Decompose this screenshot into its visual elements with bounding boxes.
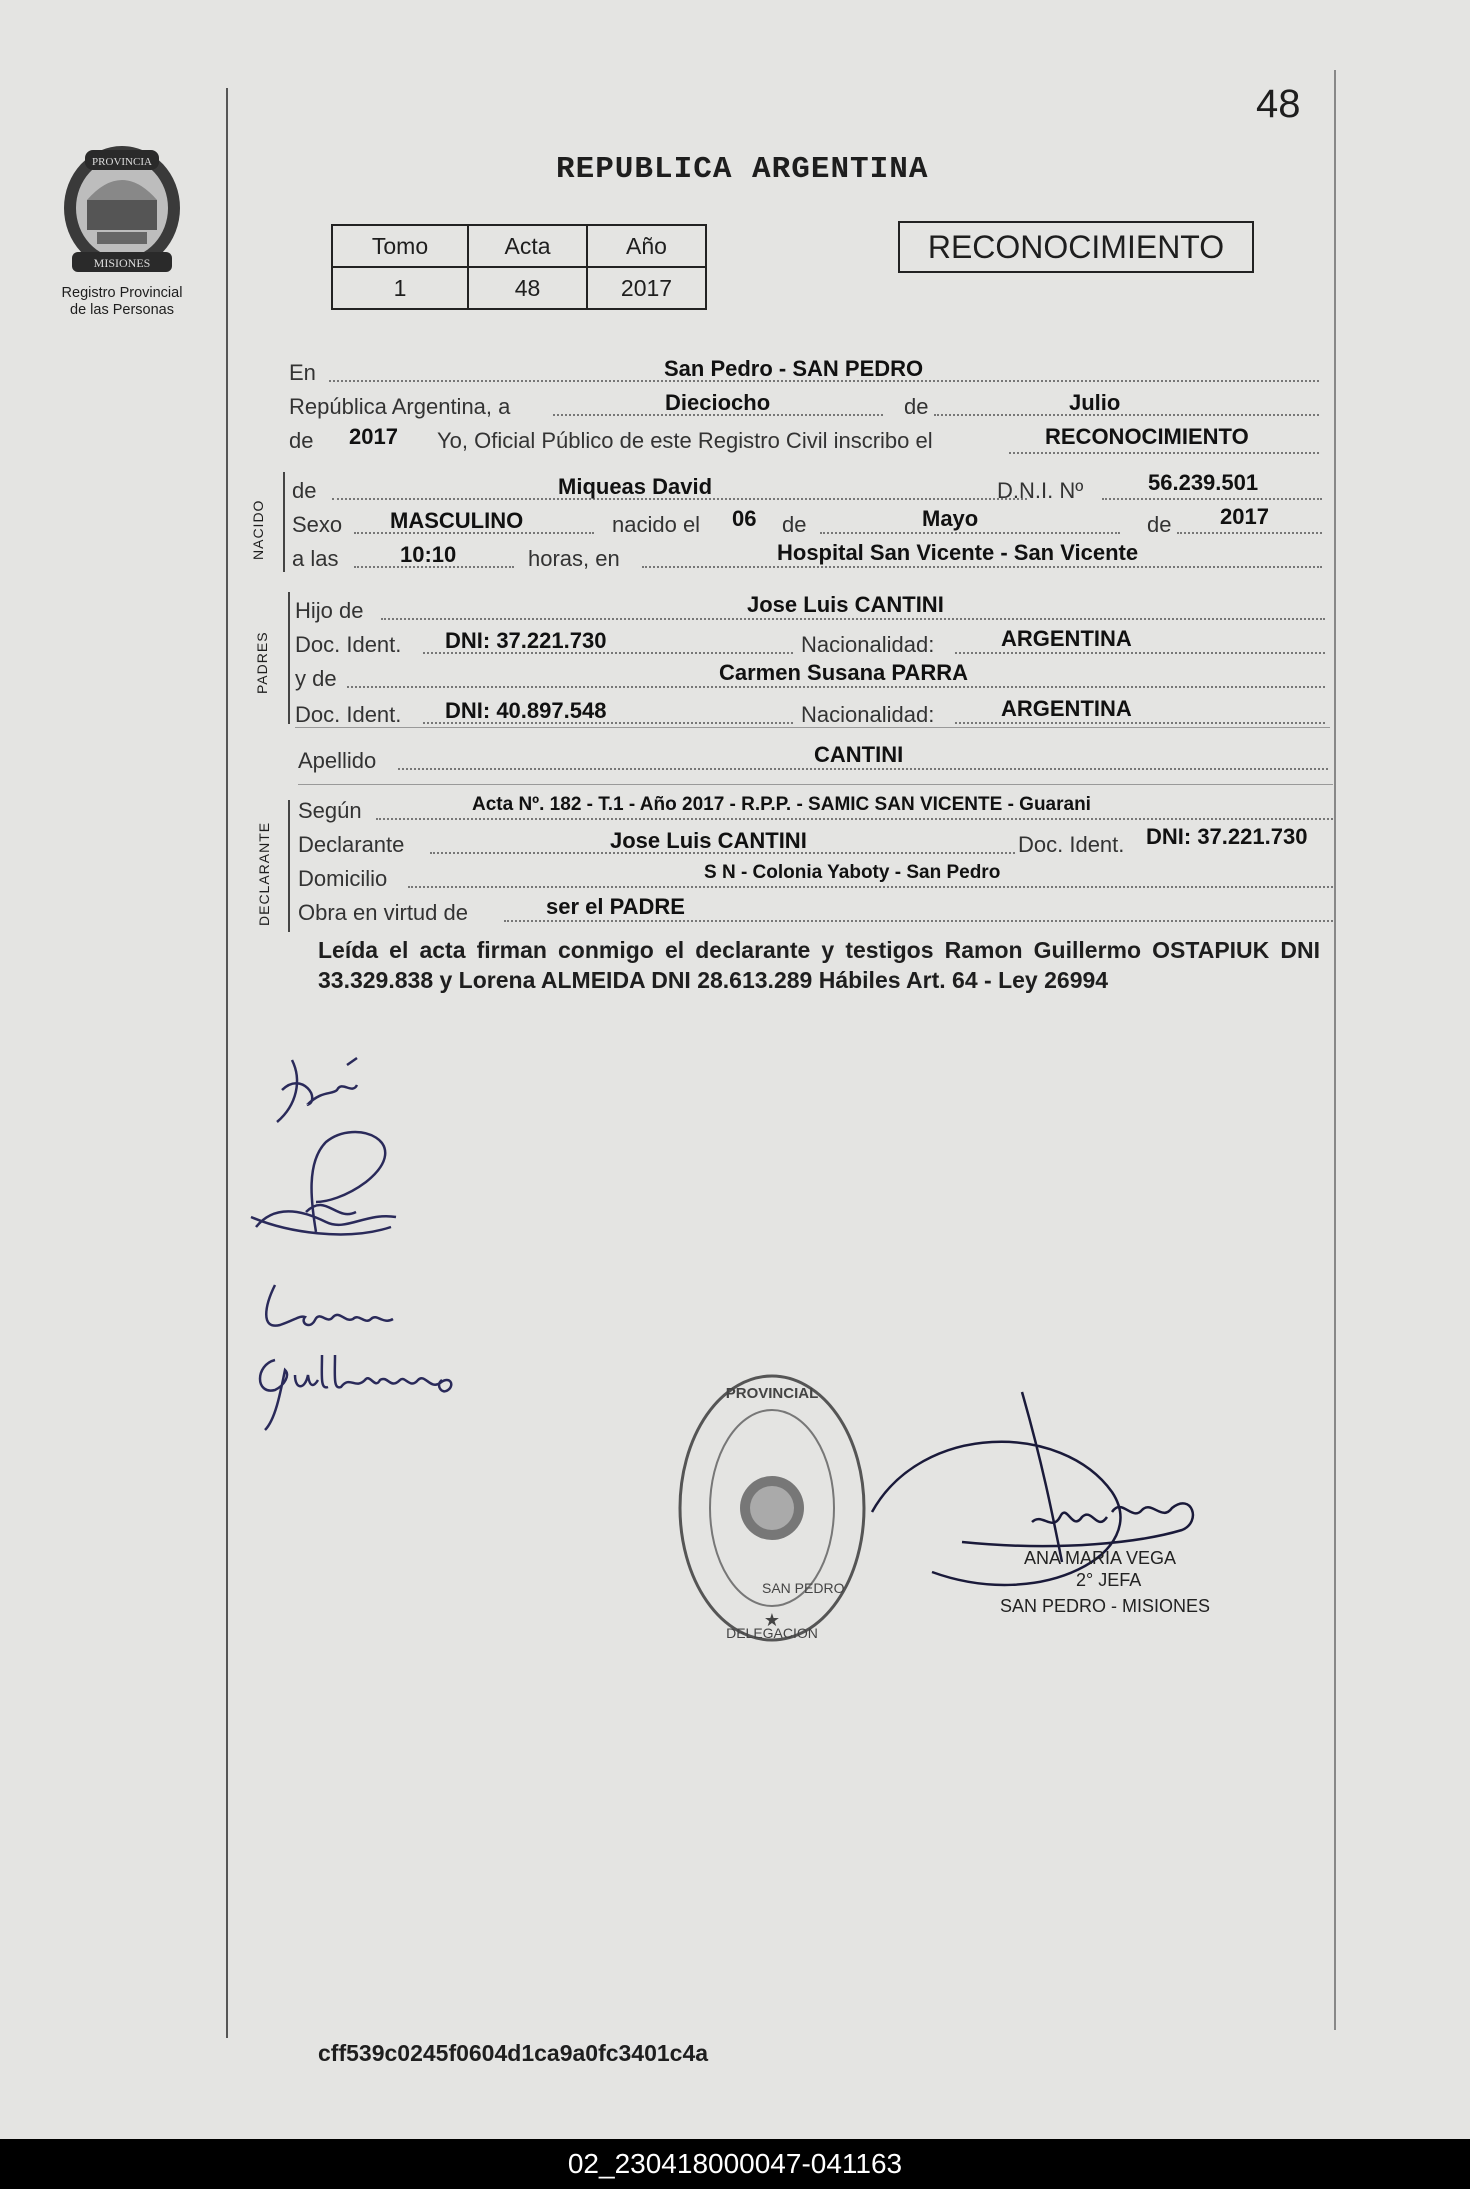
segun-value: Acta Nº. 182 - T.1 - Año 2017 - R.P.P. - SAMIC SAN VICENTE - Guarani (472, 794, 1091, 815)
officer-text: Yo, Oficial Público de este Registro Civil inscribo el (437, 428, 933, 453)
apellido-divider (298, 784, 1333, 785)
dots (934, 414, 1319, 416)
svg-text:MISIONES: MISIONES (93, 256, 151, 270)
month: Julio (1069, 390, 1121, 415)
province-seal-icon (57, 140, 187, 280)
signature-lorena (255, 1275, 415, 1345)
row-republica (289, 390, 1319, 424)
nacido-bracket (283, 472, 285, 572)
official-signature (862, 1382, 1272, 1622)
row-declarante (298, 824, 1333, 862)
page-number: 48 (1256, 82, 1301, 126)
doc-label: Doc. Ident. (295, 632, 402, 657)
doc-label-2: Doc. Ident. (295, 702, 402, 727)
row-sexo (292, 504, 1322, 542)
nacido-label: NACIDO (250, 499, 266, 560)
row-hora (292, 542, 1322, 576)
row-segun (298, 794, 1333, 828)
segun-label: Según (298, 798, 362, 823)
dots (955, 722, 1325, 724)
row-mother (295, 662, 1325, 696)
dots (408, 886, 1333, 888)
registry-header-tomo: Tomo (332, 225, 468, 267)
de-label: de (292, 478, 317, 503)
father-doc: DNI: 37.221.730 (445, 628, 607, 653)
hijo-label: Hijo de (295, 598, 364, 623)
mother-doc: DNI: 40.897.548 (445, 698, 607, 723)
declarante-doc: DNI: 37.221.730 (1146, 824, 1308, 849)
dots (347, 686, 1325, 688)
declarante-label: DECLARANTE (256, 821, 272, 926)
dots (398, 768, 1328, 770)
father-name: Jose Luis CANTINI (747, 592, 944, 617)
act-type-box: RECONOCIMIENTO (898, 221, 1254, 273)
signature-jose (262, 1050, 372, 1130)
republic-label: República Argentina, a (289, 394, 511, 419)
registry-table (331, 224, 707, 310)
official-title: 2° JEFA (1076, 1570, 1142, 1590)
nac-label-2: Nacionalidad: (801, 702, 935, 727)
day: Dieciocho (665, 390, 771, 415)
decl-label: Declarante (298, 832, 405, 857)
logo-caption-line1: Registro Provincial (61, 285, 183, 301)
declarante-name: Jose Luis CANTINI (610, 828, 807, 853)
act: RECONOCIMIENTO (1045, 424, 1249, 449)
mother-name: Carmen Susana PARRA (719, 660, 968, 685)
de-label2: de (289, 428, 314, 453)
document-hash: cff539c0245f0604d1ca9a0fc3401c4a (318, 2040, 709, 2066)
en-label: En (289, 360, 316, 385)
logo-caption-line2: de las Personas (70, 302, 174, 318)
sexo-label: Sexo (292, 512, 343, 537)
dots (820, 532, 1120, 534)
padres-bracket (288, 592, 290, 724)
dots (376, 818, 1333, 820)
yde-label: y de (295, 666, 337, 691)
declarante-bracket (288, 800, 290, 932)
svg-text:SAN PEDRO: SAN PEDRO (762, 1580, 845, 1596)
horas-label: horas, en (528, 546, 620, 571)
father-nationality: ARGENTINA (1001, 626, 1132, 651)
de-label-3: de (1147, 512, 1172, 537)
year: 2017 (349, 424, 398, 449)
nac-label: Nacionalidad: (801, 632, 935, 657)
apellido-label: Apellido (298, 748, 377, 773)
obra-value: ser el PADRE (546, 894, 685, 919)
sexo: MASCULINO (390, 508, 524, 533)
official-place: SAN PEDRO - MISIONES (1000, 1596, 1211, 1616)
birth-year: 2017 (1220, 504, 1269, 529)
dots (381, 618, 1325, 620)
dots (1177, 532, 1322, 534)
de-label-2: de (782, 512, 807, 537)
dots (1102, 498, 1322, 500)
logo (44, 140, 200, 319)
child-name: Miqueas David (558, 474, 713, 499)
svg-text:José: José (304, 1104, 309, 1106)
apellido-value: CANTINI (814, 742, 904, 767)
svg-text:PROVINCIA: PROVINCIA (92, 156, 152, 168)
svg-text:PROVINCIAL: PROVINCIAL (725, 1385, 819, 1402)
dni-label: D.N.I. Nº (997, 478, 1084, 503)
official-name: ANA MARIA VEGA (1024, 1548, 1177, 1568)
mother-nationality: ARGENTINA (1001, 696, 1132, 721)
obra-label: Obra en virtud de (298, 900, 468, 925)
birth-place: Hospital San Vicente - San Vicente (777, 540, 1139, 565)
child-dni: 56.239.501 (1148, 470, 1259, 495)
left-margin-line (226, 88, 228, 2038)
row-father-doc (295, 628, 1325, 662)
row-officer (289, 424, 1319, 458)
alas-label: a las (292, 546, 339, 571)
decl-doc-label: Doc. Ident. (1018, 832, 1125, 857)
birth-month: Mayo (922, 506, 979, 531)
svg-text:DELEGACION: DELEGACION (726, 1625, 818, 1641)
registry-tomo: 1 (332, 267, 468, 309)
padres-label: PADRES (254, 631, 270, 694)
document-title: REPUBLICA ARGENTINA (556, 152, 929, 187)
dots (642, 566, 1322, 568)
registry-acta: 48 (468, 267, 587, 309)
row-domicilio (298, 862, 1333, 896)
row-nacido-name (292, 470, 1322, 508)
nacido-label-text: nacido el (612, 512, 701, 537)
de-label: de (904, 394, 929, 419)
signature-declarante (246, 1122, 416, 1252)
row-en (289, 356, 1319, 390)
row-father (295, 594, 1325, 628)
padres-divider (295, 727, 1330, 728)
closing-paragraph: Leída el acta firman conmigo el declarante y testigos Ramon Guillermo OSTAPIUK DNI 33.329.838 y Lorena ALMEIDA DNI 28.613.289 Hábiles Art. 64 - Ley 26994 (318, 937, 1320, 993)
birth-time: 10:10 (400, 542, 457, 567)
dots (1009, 452, 1319, 454)
domicilio-value: S N - Colonia Yaboty - San Pedro (704, 862, 1001, 883)
birth-day: 06 (732, 506, 757, 531)
footer-id: 02_230418000047-041163 (0, 2139, 1470, 2189)
row-obra (298, 896, 1333, 930)
registry-header-ano: Año (587, 225, 706, 267)
place: San Pedro - SAN PEDRO (664, 356, 924, 381)
right-margin-line (1334, 70, 1336, 2030)
official-stamp (672, 1368, 872, 1668)
row-apellido (298, 744, 1328, 778)
signature-guillermo (250, 1345, 490, 1435)
dots (504, 920, 1333, 922)
dots (955, 652, 1325, 654)
dom-label: Domicilio (298, 866, 388, 891)
registry-ano: 2017 (587, 267, 706, 309)
registry-header-acta: Acta (468, 225, 587, 267)
svg-text:★: ★ (763, 1610, 781, 1630)
